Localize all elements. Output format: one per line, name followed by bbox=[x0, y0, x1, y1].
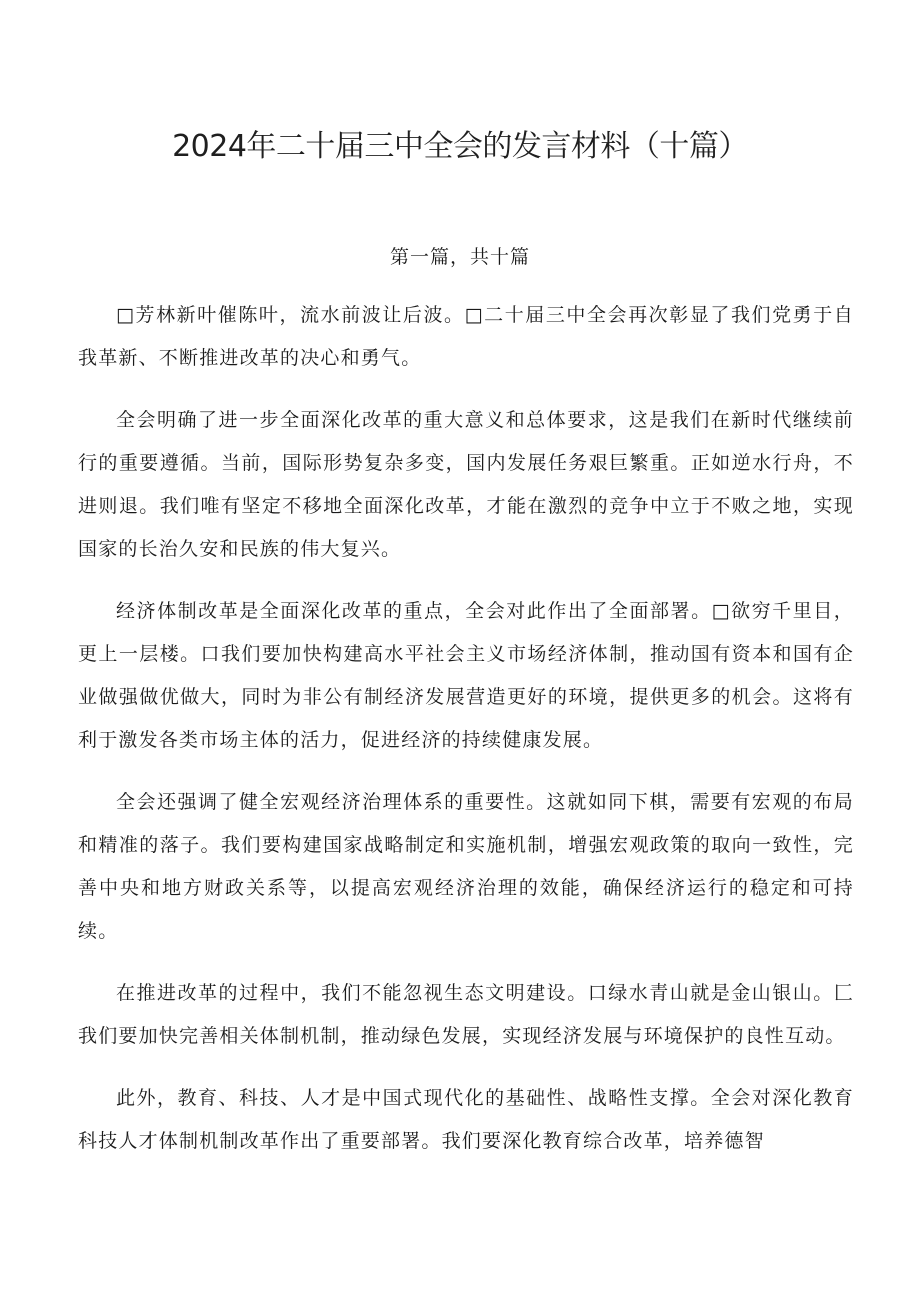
section-heading: 第一篇，共十篇 bbox=[389, 246, 530, 268]
document-title: 2024年二十届三中全会的发言材料（十篇） bbox=[172, 129, 748, 164]
paragraph: 全会还强调了健全宏观经济治理体系的重要性。这就如同下棋，需要有宏观的布局和精准的落子。我们要构建国家战略制定和实施机制，增强宏观政策的取向一致性，完善中央和地方财政关系等，以提高宏观经济治理的效能，确保经济运行的稳定和可持续。 bbox=[78, 791, 854, 942]
paragraph: □芳林新叶催陈叶，流水前波让后波。□二十届三中全会再次彰显了我们党勇于自我革新、不断推进改革的决心和勇气。 bbox=[78, 304, 854, 369]
paragraph: 全会明确了进一步全面深化改革的重大意义和总体要求，这是我们在新时代继续前行的重要遵循。当前，国际形势复杂多变，国内发展任务艰巨繁重。正如逆水行舟，不进则退。我们唯有坚定不移地全面深化改革，才能在激烈的竞争中立于不败之地，实现国家的长治久安和民族的伟大复兴。 bbox=[78, 409, 854, 560]
paragraph: 此外，教育、科技、人才是中国式现代化的基础性、战略性支撑。全会对深化教育科技人才体制机制改革作出了重要部署。我们要深化教育综合改革，培养德智 bbox=[78, 1087, 854, 1152]
paragraph: 经济体制改革是全面深化改革的重点，全会对此作出了全面部署。□欲穷千里目，更上一层楼。口我们要加快构建高水平社会主义市场经济体制，推动国有资本和国有企业做强做优做大，同时为非公有制经济发展营造更好的环境，提供更多的机会。这将有利于激发各类市场主体的活力，促进经济的持续健康发展。 bbox=[78, 600, 854, 751]
paragraph: 在推进改革的过程中，我们不能忽视生态文明建设。口绿水青山就是金山银山。匚我们要加快完善相关体制机制，推动绿色发展，实现经济发展与环境保护的良性互动。 bbox=[78, 982, 854, 1047]
body-text bbox=[78, 294, 854, 1182]
